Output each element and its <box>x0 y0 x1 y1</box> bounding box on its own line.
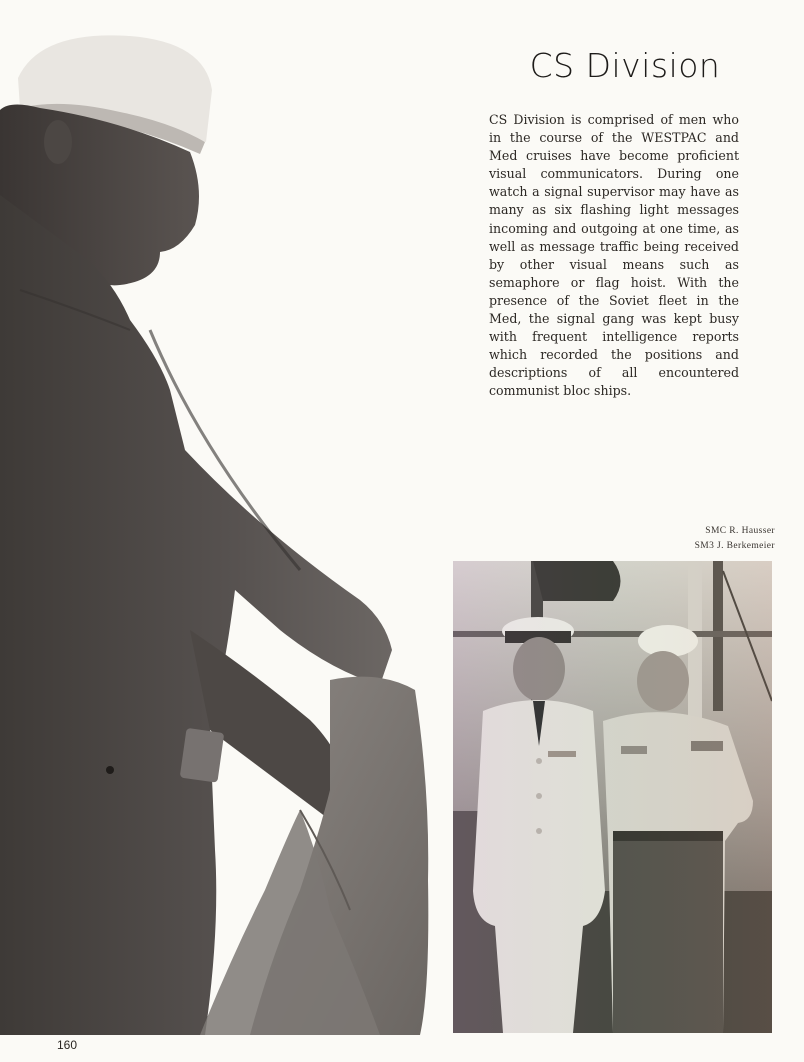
caption-line-1: SMC R. Hausser <box>705 526 775 536</box>
page-title: CS Division <box>529 46 721 85</box>
sailor-signal-flag-photo <box>0 30 432 1035</box>
two-sailors-photo <box>453 561 772 1033</box>
article-body: CS Division is comprised of men who in the course of the WESTPAC and Med cruises have become proficient visual communicators. During one watch a signal supervisor may have as many as six flashing light messages incoming and outgoing at one time, as well as message traffic being received by other visual means such as semaphore or flag hoist. With the presence of the Soviet fleet in the Med, the signal gang was kept busy with frequent intelligence reports which recorded the positions and descriptions of all encountered communist bloc ships. <box>489 112 739 399</box>
photo-caption <box>575 524 775 553</box>
page-number: 160 <box>57 1038 78 1052</box>
caption-line-2: SM3 J. Berkemeier <box>694 540 775 551</box>
